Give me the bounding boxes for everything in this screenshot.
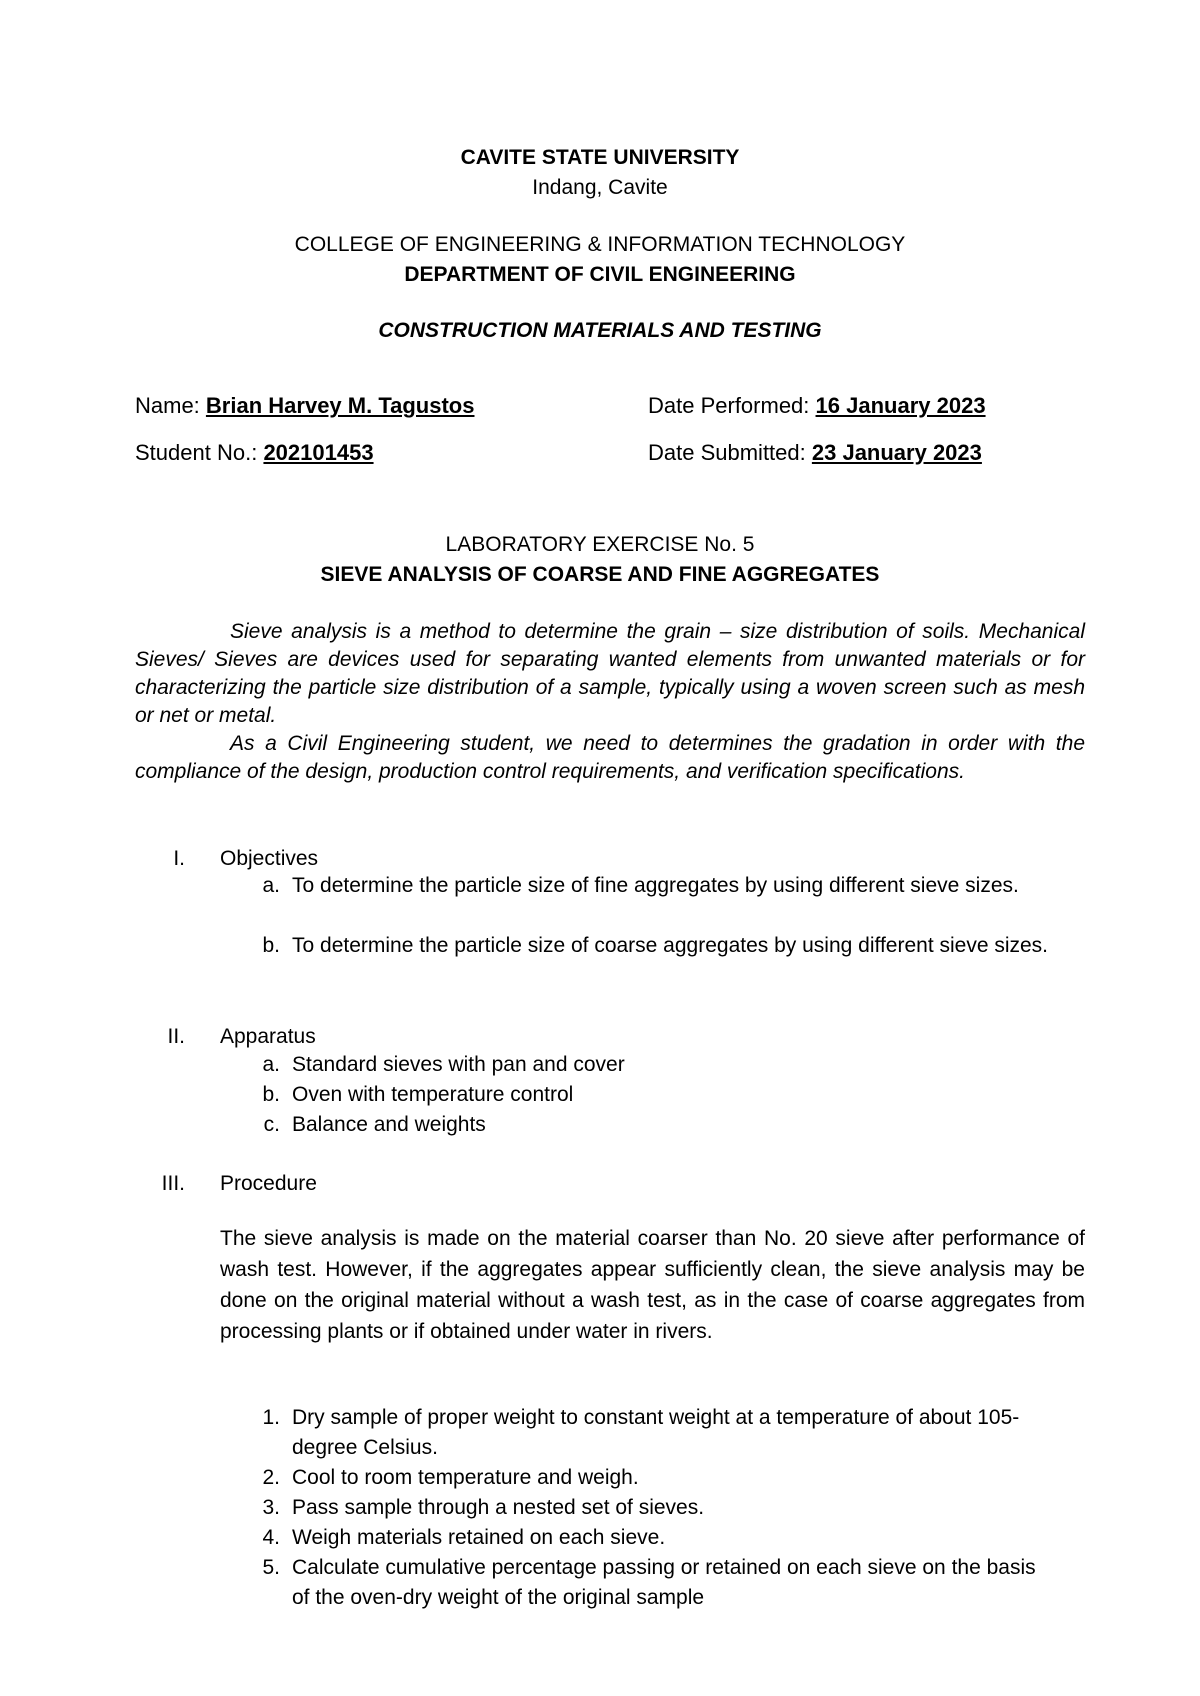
apparatus-item <box>250 1080 1050 1110</box>
procedure-step <box>250 1553 1050 1613</box>
list-item-text: Balance and weights <box>292 1113 486 1136</box>
date-performed-value: 16 January 2023 <box>815 393 986 418</box>
intro-paragraph-1: Sieve analysis is a method to determine the grain – size distribution of soils. Mechanical Sieves/ Sieves are devices used for separating wanted elements from unwanted materials or for characterizing the particle size distribution of a sample, typically using a woven screen such as mesh or net or metal. <box>135 620 1085 727</box>
procedure-heading: Procedure <box>220 1172 317 1195</box>
name-row <box>135 393 474 419</box>
date-performed-label: Date Performed: <box>648 393 810 418</box>
list-marker: b. <box>262 934 280 957</box>
objective-item <box>250 871 1050 901</box>
procedure-step <box>250 1493 1050 1523</box>
exercise-title: SIEVE ANALYSIS OF COARSE AND FINE AGGREGATES <box>320 563 880 586</box>
apparatus-heading: Apparatus <box>220 1025 316 1048</box>
list-marker: b. <box>262 1083 280 1106</box>
objectives-number: I. <box>173 847 185 870</box>
list-item-text: Standard sieves with pan and cover <box>292 1053 625 1076</box>
list-item-text: Cool to room temperature and weigh. <box>292 1466 639 1489</box>
list-item-text: To determine the particle size of coarse aggregates by using different sieve sizes. <box>292 934 1049 957</box>
student-no-row <box>135 440 374 466</box>
list-item-text: Oven with temperature control <box>292 1083 574 1106</box>
list-marker: c. <box>263 1113 280 1136</box>
list-marker: a. <box>262 874 280 897</box>
date-submitted-row <box>648 440 982 466</box>
list-item-text: Calculate cumulative percentage passing or retained on each sieve on the basis of the oven-dry weight of the original sample <box>292 1556 1036 1609</box>
procedure-number: III. <box>161 1172 185 1195</box>
list-item-text: Dry sample of proper weight to constant weight at a temperature of about 105-degree Celsius. <box>292 1406 1020 1459</box>
list-marker: 2. <box>262 1466 280 1489</box>
apparatus-item <box>250 1050 1050 1080</box>
list-item-text: Weigh materials retained on each sieve. <box>292 1526 666 1549</box>
procedure-step <box>250 1523 1050 1553</box>
list-marker: a. <box>262 1053 280 1076</box>
course-title: CONSTRUCTION MATERIALS AND TESTING <box>378 319 822 342</box>
intro-text <box>135 618 1085 786</box>
list-item-text: To determine the particle size of fine aggregates by using different sieve sizes. <box>292 874 1019 897</box>
college-name: COLLEGE OF ENGINEERING & INFORMATION TECHNOLOGY <box>294 233 906 256</box>
list-marker: 1. <box>262 1406 280 1429</box>
procedure-paragraph: The sieve analysis is made on the material coarser than No. 20 sieve after performance of wash test. However, if the aggregates appear sufficiently clean, the sieve analysis may be done on the original material without a wash test, as in the case of coarse aggregates from processing plants or if obtained under water in rivers. <box>220 1227 1085 1343</box>
name-value: Brian Harvey M. Tagustos <box>205 393 475 418</box>
list-item-text: Pass sample through a nested set of sieves. <box>292 1496 705 1519</box>
list-marker: 3. <box>262 1496 280 1519</box>
department-name: DEPARTMENT OF CIVIL ENGINEERING <box>404 263 796 286</box>
list-marker: 5. <box>262 1556 280 1579</box>
date-performed-row <box>648 393 986 419</box>
apparatus-item <box>250 1110 1050 1140</box>
procedure-step <box>250 1403 1050 1463</box>
date-submitted-value: 23 January 2023 <box>811 440 982 465</box>
student-no-label: Student No.: <box>135 440 258 465</box>
apparatus-number: II. <box>167 1025 185 1048</box>
procedure-step <box>250 1463 1050 1493</box>
name-label: Name: <box>135 393 200 418</box>
university-name: CAVITE STATE UNIVERSITY <box>460 146 740 169</box>
university-location: Indang, Cavite <box>532 176 668 199</box>
student-no-value: 202101453 <box>263 440 374 465</box>
list-marker: 4. <box>262 1526 280 1549</box>
objectives-heading: Objectives <box>220 847 319 870</box>
objective-item <box>250 931 1050 961</box>
date-submitted-label: Date Submitted: <box>648 440 806 465</box>
exercise-number: LABORATORY EXERCISE No. 5 <box>445 533 755 556</box>
intro-paragraph-2: As a Civil Engineering student, we need to determines the gradation in order with the compliance of the design, production control requirements, and verification specifications. <box>135 732 1085 783</box>
